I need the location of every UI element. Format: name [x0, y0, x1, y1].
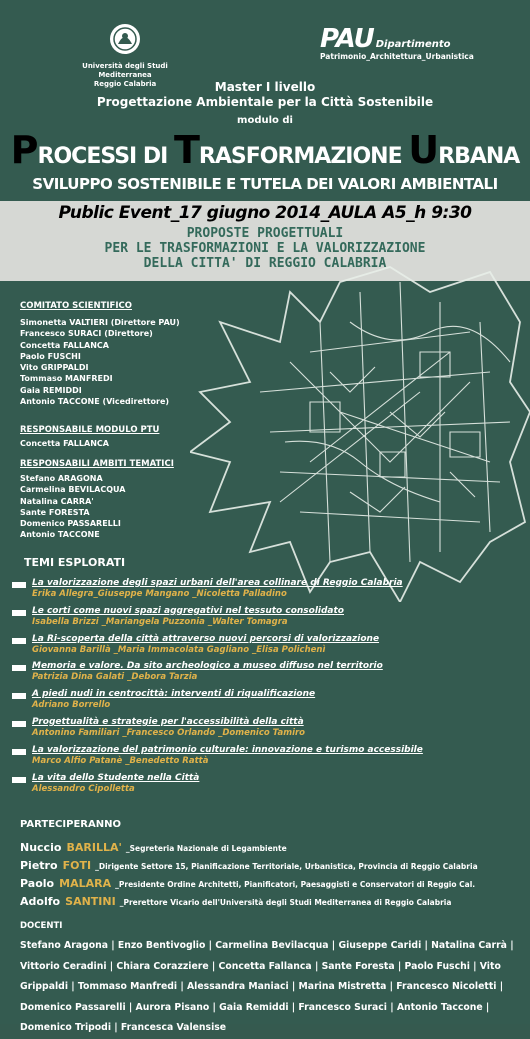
title-part-2: RASFORMAZIONE	[198, 144, 409, 169]
comitato-heading: COMITATO SCIENTIFICO	[20, 301, 132, 311]
participant-role: _Prerettore Vicario dell'Università degli Studi Mediterranea di Reggio Calabria	[119, 898, 452, 907]
ambiti-name: Natalina CARRA'	[20, 496, 94, 506]
tema-title: A piedi nudi in centrocittà: interventi di riqualificazione	[32, 689, 316, 700]
tema-authors: Isabella Brizzi _Mariangela Puzzonia _Walter Tomagra	[32, 616, 288, 627]
participant-role: _Segreteria Nazionale di Legambiente	[125, 844, 287, 853]
tema-authors: Marco Alfio Patanè _Benedetto Rattà	[32, 755, 209, 766]
tema-authors: Alessandro Cipolletta	[32, 783, 135, 794]
comitato-name: Vito GRIPPALDI	[20, 363, 89, 373]
tema-item	[12, 745, 522, 773]
comitato-name: Tommaso MANFREDI	[20, 374, 113, 384]
docenti-heading: DOCENTI	[20, 921, 63, 931]
participant	[20, 872, 525, 891]
participant-first: Adolfo	[20, 895, 61, 908]
bullet-icon	[12, 665, 26, 671]
bullet-icon	[12, 610, 26, 616]
tema-title: La vita dello Studente nella Città	[32, 772, 200, 783]
university-city: Reggio Calabria	[93, 80, 157, 88]
event-info: Public Event_17 giugno 2014_AULA A5_h 9:30	[58, 203, 472, 223]
bullet-icon	[12, 721, 26, 727]
docenti-list: Stefano Aragona | Enzo Bentivoglio | Carmelina Bevilacqua | Giuseppe Caridi | Natalina Carrà | Vittorio Ceradini | Chiara Corazziere | Concetta Fallanca | Sante Foresta | Paolo Fuschi | Vito Grippaldi | Tommaso Manfredi | Alessandra Maniaci | Marina Mistretta | Francesco Nicoletti | Domenico Passarelli | Aurora Pisano | Gaia Remiddi | Francesco Suraci | Antonio Taccone | Domenico Tripodi | Francesca Valensise	[20, 940, 514, 1033]
tema-authors: Giovanna Barillà _Maria Immacolata Gagliano _Elisa Polichenì	[32, 644, 326, 655]
comitato-name: Simonetta VALTIERI (Direttore PAU)	[20, 318, 180, 327]
title-initial-t: T	[174, 128, 199, 172]
tema-item	[12, 578, 522, 606]
pau-logo	[320, 24, 490, 61]
tema-authors: Adriano Borrello	[32, 700, 111, 711]
participant	[20, 890, 525, 909]
participant-last: FOTI	[62, 859, 92, 872]
bullet-icon	[12, 582, 26, 588]
temi-heading: TEMI ESPLORATI	[24, 556, 126, 569]
participant-role: _Presidente Ordine Architetti, Pianificatori, Paesaggisti e Conservatori di Reggio Cal.	[115, 880, 476, 889]
responsabile-list	[20, 438, 109, 449]
tema-item	[12, 661, 522, 689]
bullet-icon	[12, 693, 26, 699]
module-label: modulo di	[237, 115, 293, 126]
participant-first: Nuccio	[20, 841, 62, 854]
ambiti-name: Antonio TACCONE	[20, 530, 100, 540]
university-name: Università degli Studi Mediterranea	[82, 62, 168, 79]
ambiti-name: Carmelina BEVILACQUA	[20, 485, 126, 495]
tema-item	[12, 773, 522, 801]
title-part-3: RBANA	[438, 144, 520, 169]
tema-item	[12, 689, 522, 717]
bullet-icon	[12, 638, 26, 644]
bullet-icon	[12, 777, 26, 783]
participant	[20, 836, 525, 855]
tema-title: La valorizzazione del patrimonio culturale: innovazione e turismo accessibile	[32, 744, 423, 755]
tema-title: La Ri-scoperta della città attraverso nuovi percorsi di valorizzazione	[32, 633, 380, 644]
pau-subtitle: Patrimonio_Architettura_Urbanistica	[320, 52, 474, 61]
temi-list	[12, 578, 522, 800]
pau-dipartimento: Dipartimento	[375, 39, 451, 50]
tema-authors: Patrizia Dina Galati _Debora Tarzia	[32, 672, 198, 683]
tema-authors: Erika Allegra_Giuseppe Mangano _Nicoletta Palladino	[32, 589, 287, 599]
title-initial-u: U	[408, 128, 439, 172]
participant-last: MALARA	[59, 877, 112, 890]
master-level: Master I livello	[214, 80, 316, 94]
comitato-name: Concetta FALLANCA	[20, 340, 109, 350]
tema-title: Le corti come nuovi spazi aggregativi nel tessuto consolidato	[32, 605, 344, 616]
responsabile-heading: RESPONSABILE MODULO PTU	[20, 425, 160, 435]
participant	[20, 854, 525, 873]
ambiti-list	[20, 473, 125, 541]
pau-title: PAU	[320, 24, 374, 54]
university-logo	[60, 22, 190, 89]
tema-authors: Antonino Familiari _Francesco Orlando _Domenico Tamiro	[32, 727, 306, 738]
master-name: Progettazione Ambientale per la Città Sostenibile	[96, 95, 434, 109]
main-subtitle: SVILUPPO SOSTENIBILE E TUTELA DEI VALORI AMBIENTALI	[32, 175, 498, 193]
tema-item	[12, 606, 522, 634]
ambiti-name: Stefano ARAGONA	[20, 474, 103, 483]
partecipano-heading: PARTECIPERANNO	[20, 819, 121, 830]
ambiti-name: Domenico PASSARELLI	[20, 519, 121, 529]
main-title	[0, 128, 530, 172]
ambiti-heading: RESPONSABILI AMBITI TEMATICI	[20, 459, 174, 469]
tema-title: Memoria e valore. Da sito archeologico a museo diffuso nel territorio	[32, 661, 383, 672]
title-initial-p: P	[10, 128, 38, 172]
comitato-list	[20, 317, 180, 407]
comitato-name: Gaia REMIDDI	[20, 385, 82, 395]
participant-first: Pietro	[20, 859, 58, 872]
ambiti-name: Sante FORESTA	[20, 507, 90, 517]
participant-role: _Dirigente Settore 15, Pianificazione Territoriale, Urbanistica, Provincia di Reggio Calabria	[95, 862, 478, 871]
university-seal-icon	[108, 22, 142, 56]
proposte-line-3: DELLA CITTA' DI REGGIO CALABRIA	[143, 256, 387, 271]
proposte-line-2: PER LE TRASFORMAZIONI E LA VALORIZZAZIONE	[104, 241, 426, 256]
responsabile-name: Concetta FALLANCA	[20, 439, 109, 448]
tema-item	[12, 717, 522, 745]
proposte-line-1: PROPOSTE PROGETTUALI	[186, 226, 344, 241]
participant-last: BARILLA'	[66, 841, 122, 854]
tema-title: Progettualità e strategie per l'accessibilità della città	[32, 716, 304, 727]
city-map-illustration	[190, 262, 530, 602]
comitato-name: Paolo FUSCHI	[20, 351, 81, 361]
participant-last: SANTINI	[65, 895, 116, 908]
tema-item	[12, 634, 522, 662]
tema-title: La valorizzazione degli spazi urbani dell'area collinare di Reggio Calabria	[32, 578, 403, 588]
comitato-name: Antonio TACCONE (Vicedirettore)	[20, 397, 170, 407]
comitato-name: Francesco SURACI (Direttore)	[20, 329, 153, 339]
title-part-1: ROCESSI DI	[37, 144, 174, 169]
bullet-icon	[12, 749, 26, 755]
participant-first: Paolo	[20, 877, 55, 890]
